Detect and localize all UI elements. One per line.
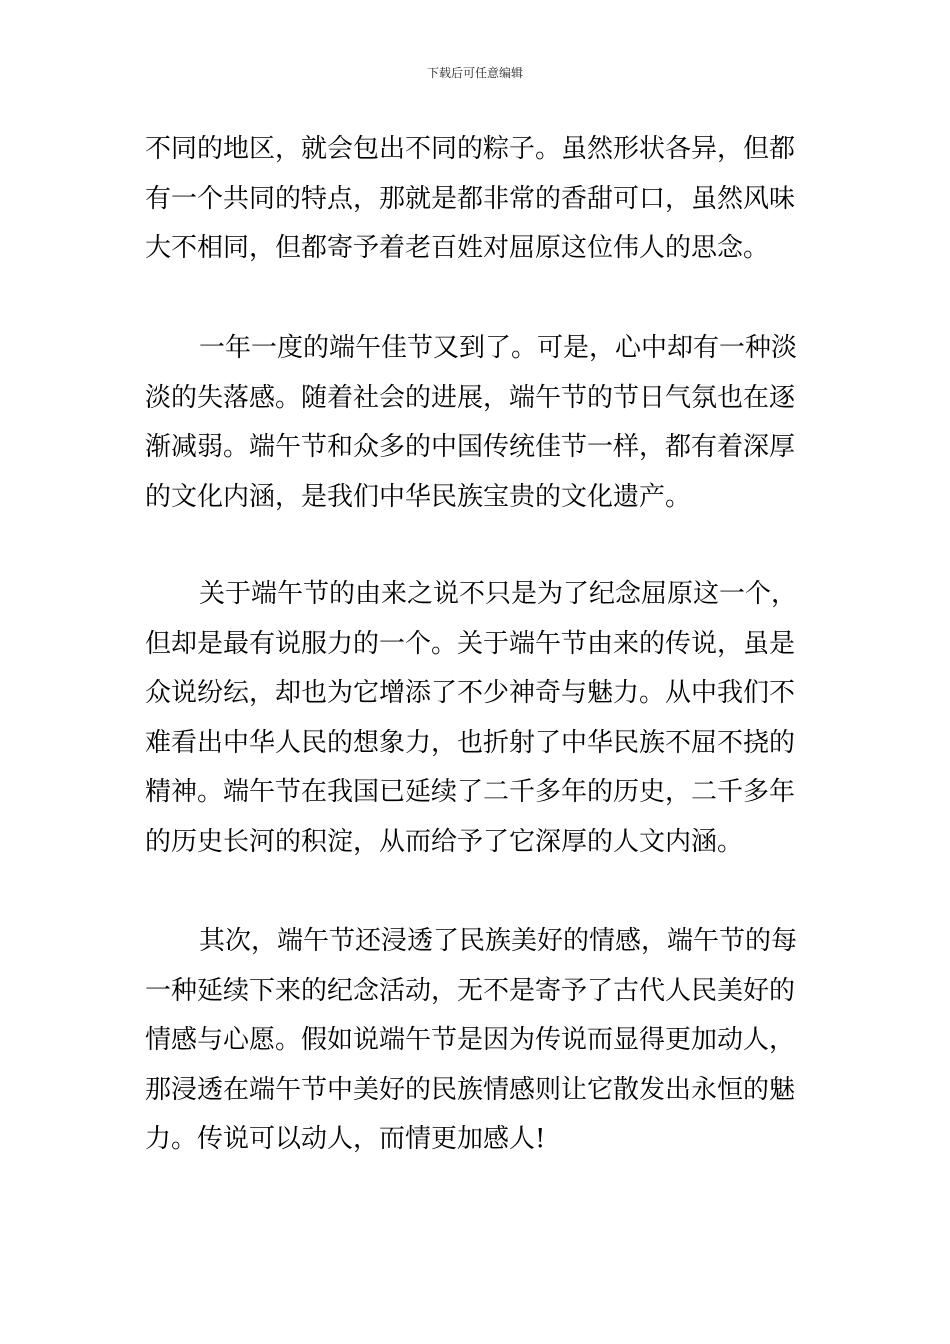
text-line: 力。传说可以动人，而情更加感人! xyxy=(145,1124,546,1154)
paragraph-3 xyxy=(145,570,807,867)
paragraph-1 xyxy=(145,125,807,274)
text-line: 情感与心愿。假如说端午节是因为传说而显得更加动人， xyxy=(145,1025,796,1055)
text-line: 的文化内涵，是我们中华民族宝贵的文化遗产。 xyxy=(145,481,692,512)
text-line: 那浸透在端午节中美好的民族情感则让它散发出永恒的魅 xyxy=(145,1074,796,1105)
text-line: 有一个共同的特点，那就是都非常的香甜可口，虽然风味 xyxy=(145,183,796,214)
page-header: 下载后可任意编辑 xyxy=(426,66,523,80)
text-line: 的历史长河的积淀，从而给予了它深厚的人文内涵。 xyxy=(145,826,744,857)
text-line: 难看出中华人民的想象力，也折射了中华民族不屈不挠的 xyxy=(145,727,796,758)
text-line: 一种延续下来的纪念活动，无不是寄予了古代人民美好的 xyxy=(145,975,796,1006)
paragraph-2 xyxy=(145,324,807,522)
text-line: 关于端午节的由来之说不只是为了纪念屈原这一个， xyxy=(199,579,798,609)
text-line: 但却是最有说服力的一个。关于端午节由来的传说，虽是 xyxy=(145,628,796,659)
text-line: 大不相同，但都寄予着老百姓对屈原这位伟人的思念。 xyxy=(145,233,770,263)
text-line: 精神。端午节在我国已延续了二千多年的历史，二千多年 xyxy=(145,777,796,807)
text-line: 其次，端午节还浸透了民族美好的情感，端午节的每 xyxy=(199,926,798,956)
text-line: 众说纷纭，却也为它增添了不少神奇与魅力。从中我们不 xyxy=(145,678,796,708)
text-line: 渐减弱。端午节和众多的中国传统佳节一样，都有着深厚 xyxy=(145,432,796,462)
text-line: 不同的地区，就会包出不同的粽子。虽然形状各异，但都 xyxy=(145,134,796,164)
paragraph-4 xyxy=(145,917,807,1165)
text-line: 一年一度的端午佳节又到了。可是，心中却有一种淡 xyxy=(199,333,798,363)
text-line: 淡的失落感。随着社会的进展，端午节的节日气氛也在逐 xyxy=(145,382,796,413)
